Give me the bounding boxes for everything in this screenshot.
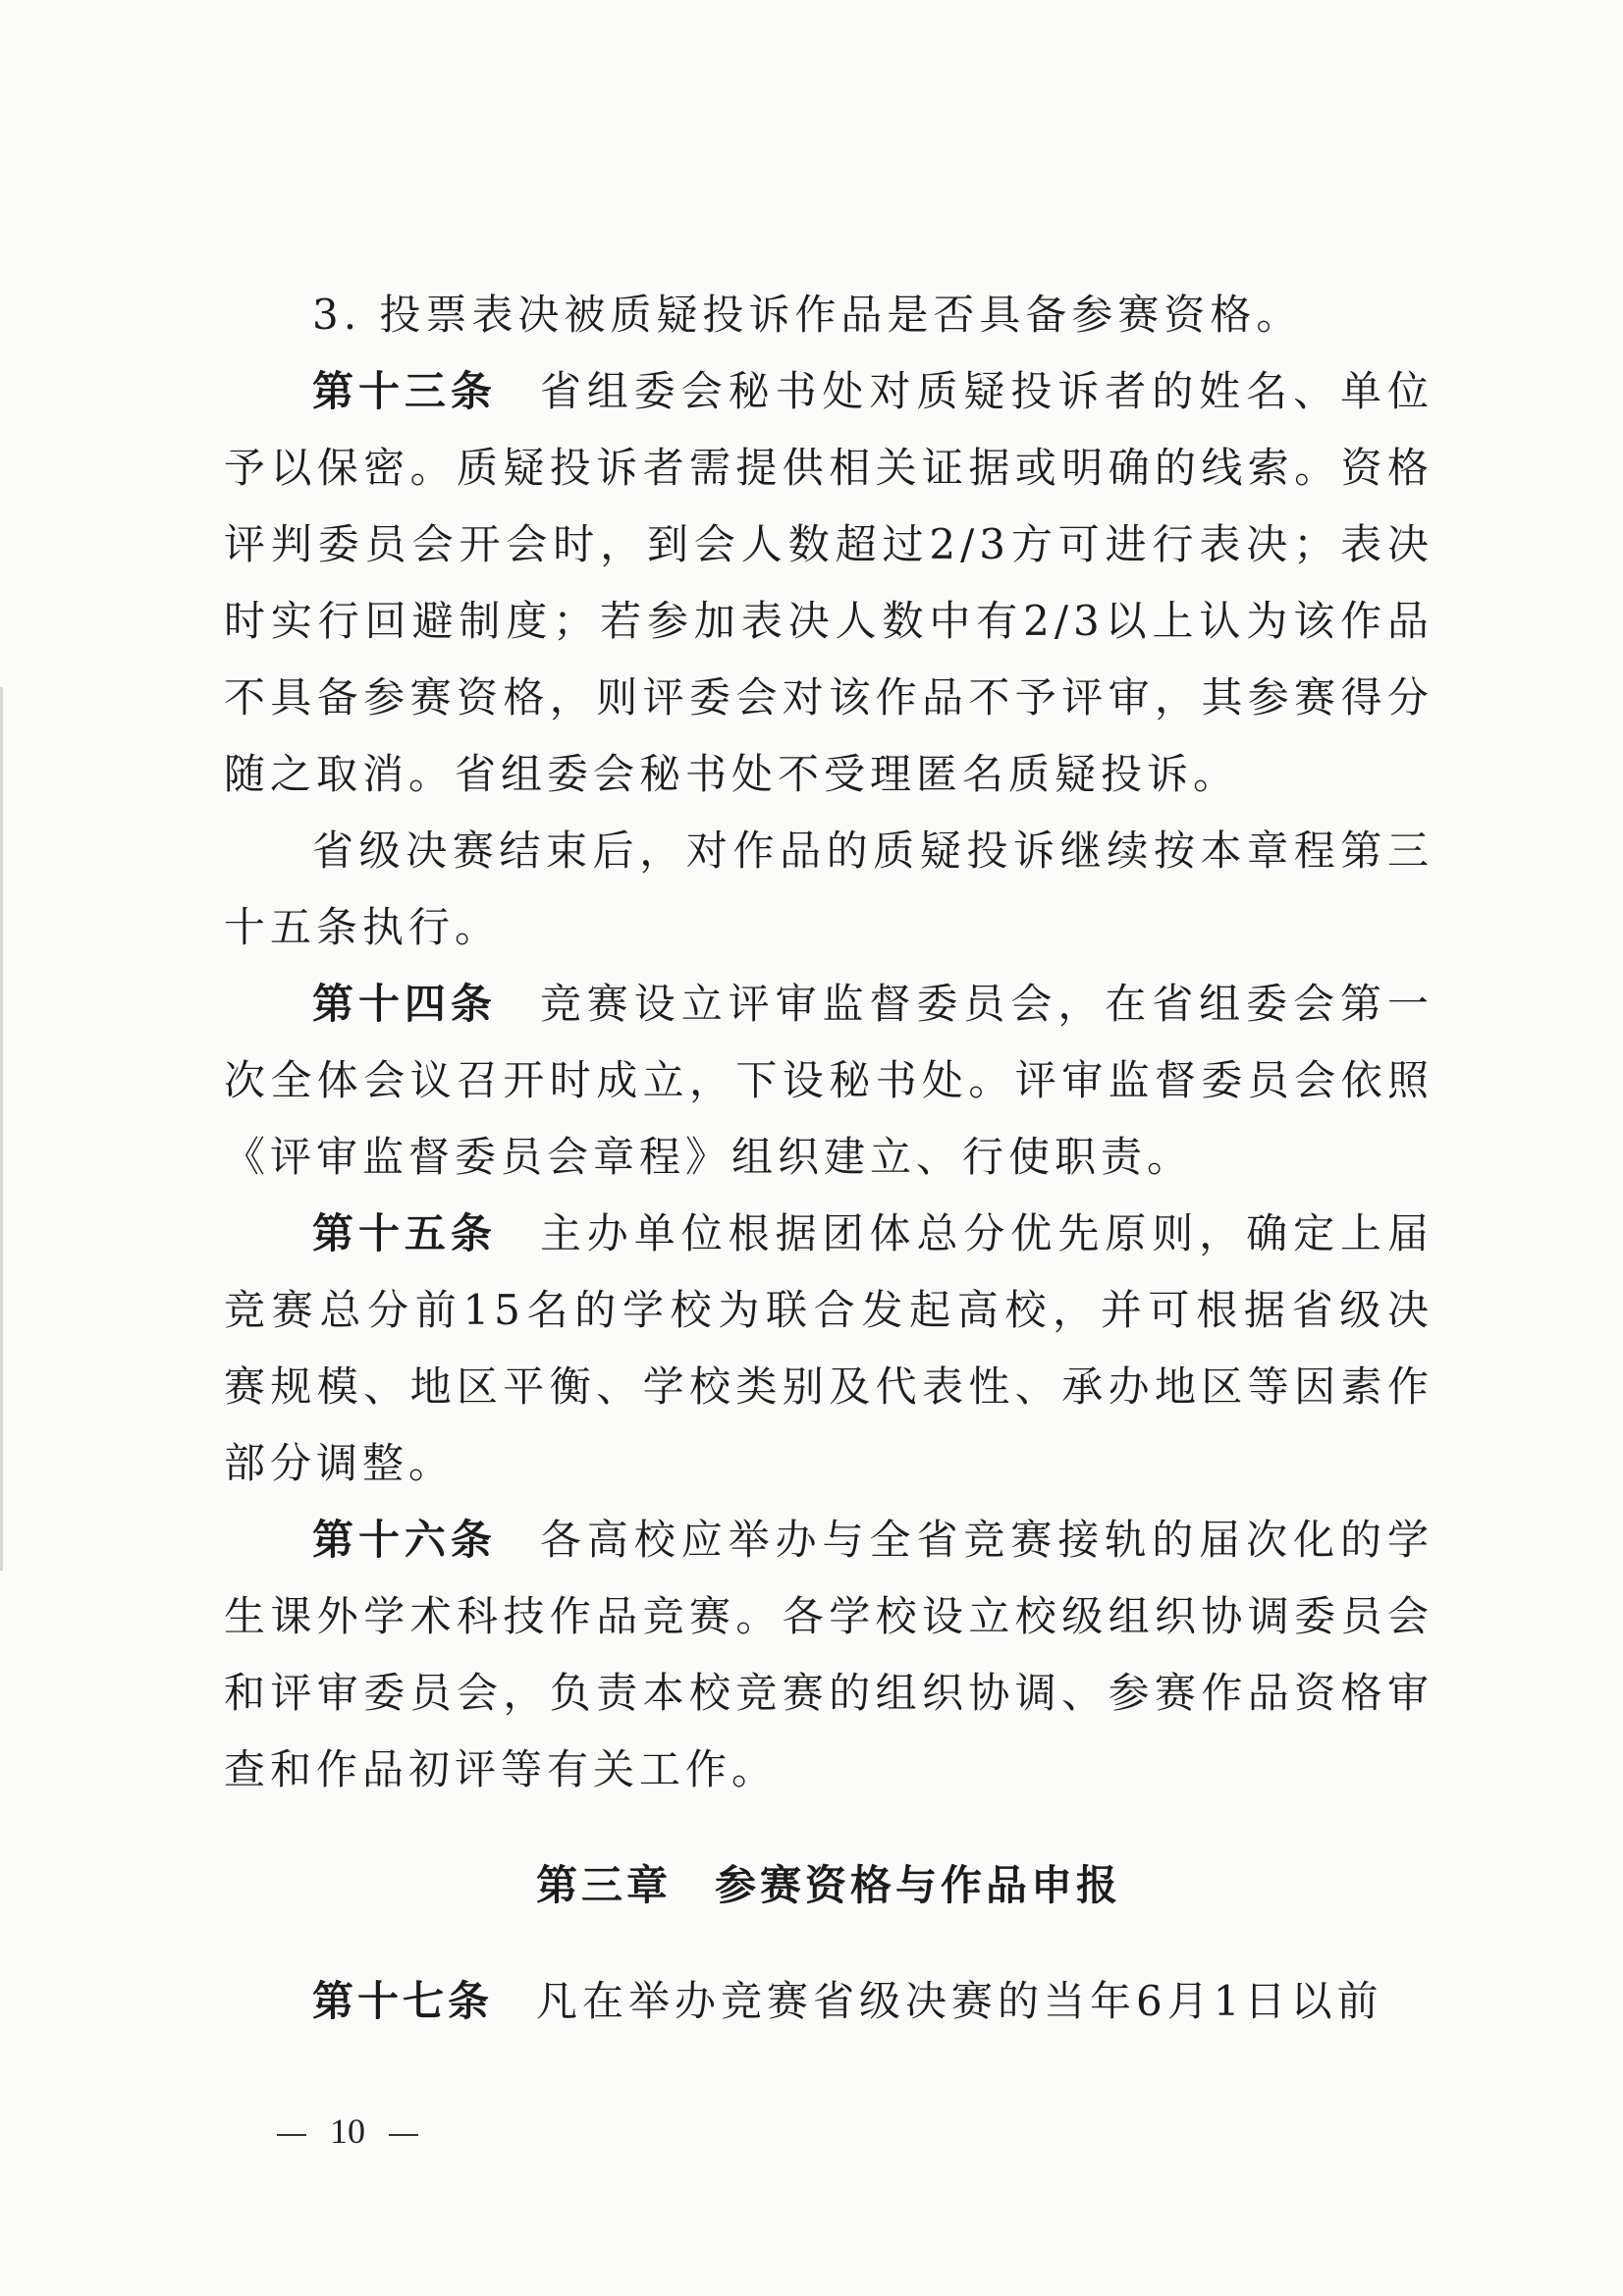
article-label: 第十三条	[312, 367, 497, 415]
article-text: 竞赛设立评审监督委员会，在省组委会第一次全体会议召开时成立，下设秘书处。评审监督委员会依照《评审监督委员会章程》组织建立、行使职责。	[224, 980, 1434, 1181]
article-text: 省组委会秘书处对质疑投诉者的姓名、单位予以保密。质疑投诉者需提供相关证据或明确的线索。资格评判委员会开会时，到会人数超过2/3方可进行表决；表决时实行回避制度；若参加表决人数中有2/3以上认为该作品不具备参赛资格，则评委会对该作品不予评审，其参赛得分随之取消。省组委会秘书处不受理匿名质疑投诉。	[224, 367, 1434, 798]
article-label: 第十六条	[312, 1516, 497, 1564]
paragraph-text: 省级决赛结束后，对作品的质疑投诉继续按本章程第三十五条执行。	[224, 827, 1434, 951]
article-label: 第十五条	[312, 1209, 497, 1257]
paragraph-continuation	[224, 813, 1434, 966]
chapter-heading	[224, 1847, 1434, 1924]
page-number-dash-left	[277, 2134, 306, 2136]
chapter-number: 第三章	[535, 1861, 672, 1909]
chapter-title: 参赛资格与作品申报	[715, 1861, 1122, 1909]
article-14	[224, 966, 1434, 1196]
page-number-value: 10	[330, 2111, 365, 2151]
paragraph-text: 3. 投票表决被质疑投诉作品是否具备参赛资格。	[312, 291, 1303, 339]
article-16	[224, 1502, 1434, 1808]
page-number	[253, 2110, 442, 2152]
paragraph-item-3	[224, 277, 1434, 353]
article-text: 主办单位根据团体总分优先原则，确定上届竞赛总分前15名的学校为联合发起高校，并可根据省级决赛规模、地区平衡、学校类别及代表性、承办地区等因素作部分调整。	[224, 1209, 1434, 1487]
document-body	[224, 277, 1434, 2040]
article-17	[224, 1963, 1434, 2040]
page-number-dash-right	[389, 2134, 418, 2136]
article-label: 第十四条	[312, 980, 497, 1028]
article-text: 凡在举办竞赛省级决赛的当年6月1日以前	[536, 1977, 1383, 2025]
article-13	[224, 353, 1434, 813]
scan-edge-shadow	[0, 687, 3, 1571]
article-15	[224, 1196, 1434, 1502]
article-text: 各高校应举办与全省竞赛接轨的届次化的学生课外学术科技作品竞赛。各学校设立校级组织协调委员会和评审委员会，负责本校竞赛的组织协调、参赛作品资格审查和作品初评等有关工作。	[224, 1516, 1434, 1793]
article-label: 第十七条	[312, 1977, 494, 2025]
